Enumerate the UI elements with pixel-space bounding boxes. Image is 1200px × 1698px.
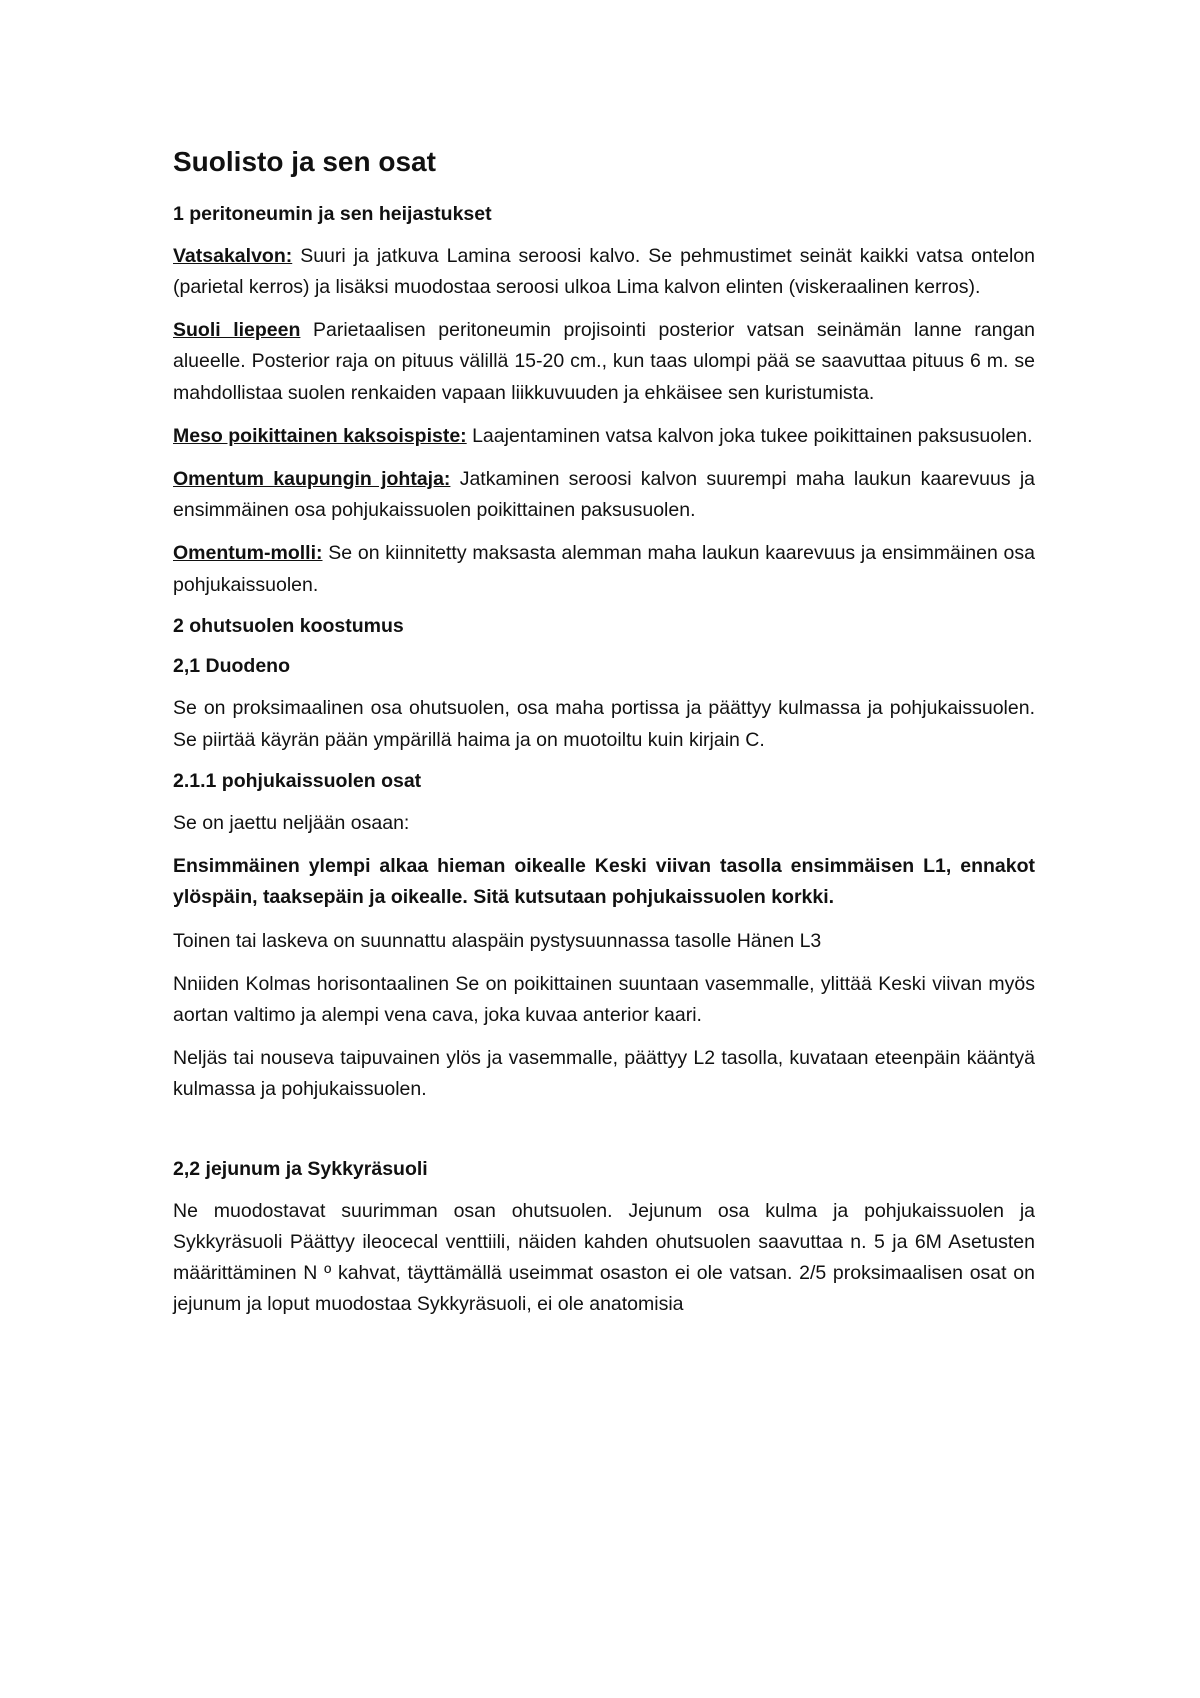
paragraph-duodeno: Se on proksimaalinen osa ohutsuolen, osa maha portissa ja päättyy kulmassa ja pohjukaissuolen. Se piirtää käyrän pään ympärillä haima ja on muotoiltu kuin kirjain C. <box>173 697 1035 751</box>
term-label: Omentum kaupungin johtaja: <box>173 468 451 491</box>
paragraph-part-fourth: Neljäs tai nouseva taipuvainen ylös ja vasemmalle, päättyy L2 tasolla, kuvataan eteenpäin kääntyä kulmassa ja pohjukaissuolen. <box>173 1047 1035 1101</box>
subsection-heading-jejunum: 2,2 jejunum ja Sykkyräsuoli <box>173 1157 428 1180</box>
definition-text: Parietaalisen peritoneumin projisointi posterior vatsan seinämän lanne rangan alueelle. Posterior raja on pituus välillä 15-20 cm., kun taas ulompi pää se saavuttaa pituus 6 m. se mahdollistaa suolen renkaiden vapaan liikkuvuuden ja ehkäisee sen kuristumista. <box>173 319 1036 404</box>
definition-text: Suuri ja jatkuva Lamina seroosi kalvo. Se pehmustimet seinät kaikki vatsa ontelon (parietal kerros) ja lisäksi muodostaa seroosi ulkoa Lima kalvon elinten (viskeraalinen kerros). <box>173 244 1035 299</box>
definition-text: Laajentaminen vatsa kalvon joka tukee poikittainen paksusuolen. <box>466 424 1033 447</box>
definition-text: Jatkaminen seroosi kalvon suurempi maha laukun kaarevuus ja ensimmäinen osa pohjukaissuolen poikittainen paksusuolen. <box>173 468 1035 522</box>
document-page <box>173 145 1035 1333</box>
paragraph-part-second: Toinen tai laskeva on suunnattu alaspäin pystysuunnassa tasolle Hänen L3 <box>173 929 822 952</box>
paragraph-part-first: Ensimmäinen ylempi alkaa hieman oikealle Keski viivan tasolla ensimmäisen L1, ennakot ylöspäin, taaksepäin ja oikealle. Sitä kutsutaan pohjukaissuolen korkki. <box>173 855 1035 909</box>
term-label: Suoli liepeen <box>173 319 301 342</box>
paragraph-intro-parts: Se on jaettu neljään osaan: <box>173 812 410 835</box>
paragraph-part-third: Nniiden Kolmas horisontaalinen Se on poikittainen suuntaan vasemmalle, ylittää Keski viivan myös aortan valtimo ja alempi vena cava, joka kuvaa anterior kaari. <box>173 972 1035 1027</box>
blank-line <box>173 1118 1035 1156</box>
term-label: Meso poikittainen kaksoispiste: <box>173 424 467 447</box>
subsection-heading-pohjukaissuolen-osat: 2.1.1 pohjukaissuolen osat <box>173 769 422 792</box>
definition-omentum-molli <box>173 538 1035 600</box>
term-label: Vatsakalvon: <box>173 244 293 267</box>
definition-text: Se on kiinnitetty maksasta alemman maha laukun kaarevuus ja ensimmäinen osa pohjukaissuolen. <box>173 542 1035 596</box>
definition-vatsakalvon <box>173 241 1035 303</box>
term-label: Omentum-molli: <box>173 542 323 565</box>
definition-omentum-johtaja <box>173 464 1035 526</box>
paragraph-jejunum: Ne muodostavat suurimman osan ohutsuolen. Jejunum osa kulma ja pohjukaissuolen ja Sykkyräsuoli Päättyy ileocecal venttiili, näiden kahden ohutsuolen saavuttaa n. 5 ja 6M Asetusten määrittäminen N º kahvat, täyttämällä useimmat osaston ei ole vatsan. 2/5 proksimaalisen osat on jejunum ja loput muodostaa Sykkyräsuoli, ei ole anatomisia <box>173 1199 1035 1316</box>
definition-suoli-liepeen <box>173 315 1035 409</box>
document-title: Suolisto ja sen osat <box>173 146 436 177</box>
definition-meso-poikittainen <box>173 421 1035 452</box>
subsection-heading-duodeno: 2,1 Duodeno <box>173 655 291 678</box>
section-heading-ohutsuoli: 2 ohutsuolen koostumus <box>173 614 404 637</box>
section-heading-peritoneum: 1 peritoneumin ja sen heijastukset <box>173 202 492 225</box>
